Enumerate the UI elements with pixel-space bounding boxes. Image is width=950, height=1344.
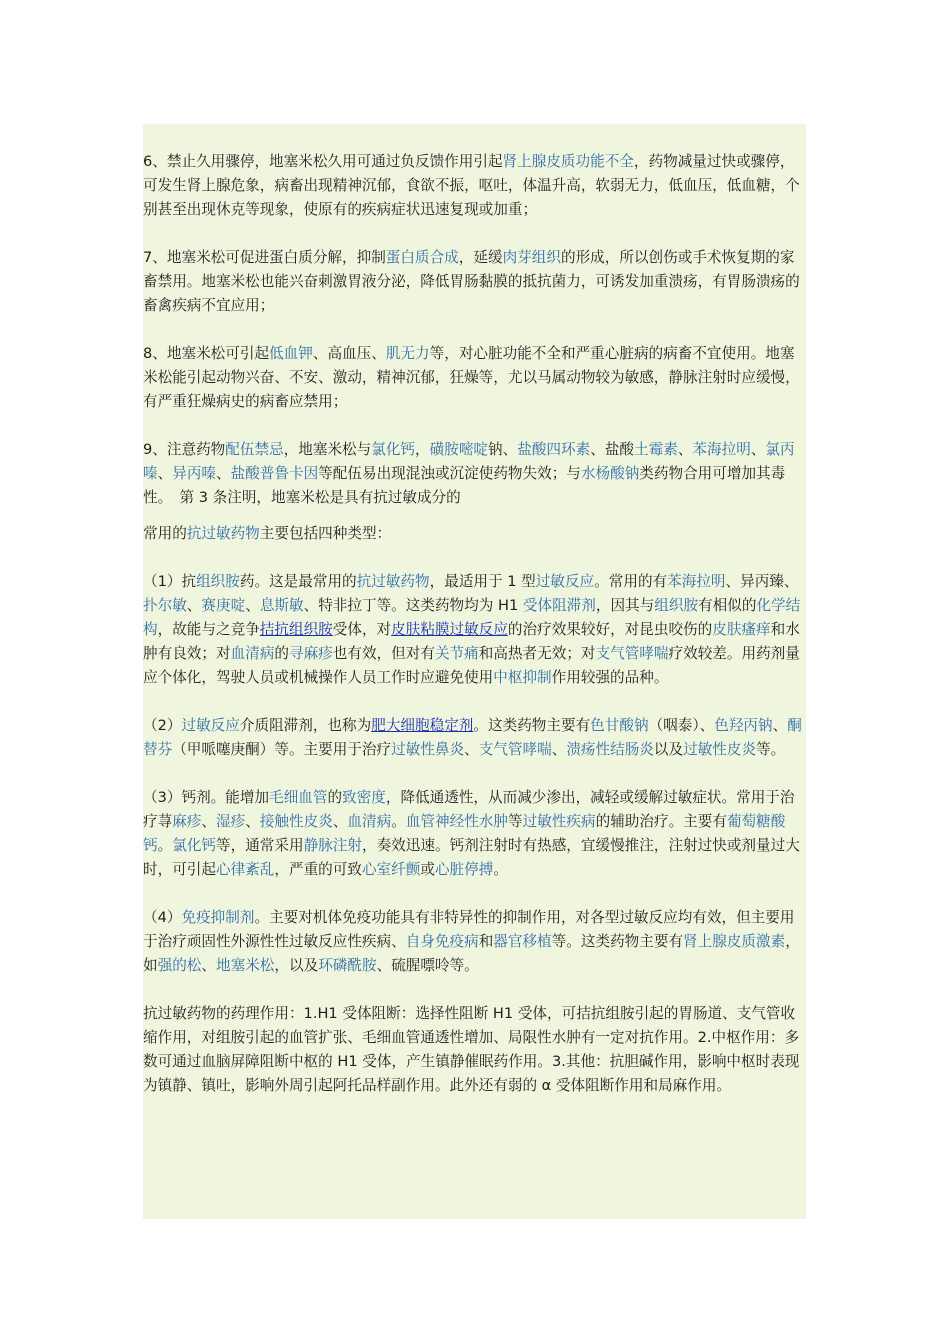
- term-link[interactable]: 水杨酸钠: [580, 465, 640, 482]
- text-run: 。: [157, 837, 173, 854]
- pharmacology-section: [143, 1002, 806, 1098]
- text-run: 的: [327, 789, 343, 806]
- term-link[interactable]: 麻疹: [172, 813, 202, 830]
- term-link[interactable]: 毛细血管: [269, 789, 328, 806]
- text-run: ，严重的可致: [274, 861, 362, 878]
- text-run: 、: [245, 597, 260, 614]
- text-run: 受体，对: [332, 621, 392, 638]
- text-run: （1）抗: [143, 573, 197, 590]
- text-run: 介质阻滞剂，也称为: [239, 717, 372, 734]
- text-run: 的: [274, 645, 289, 662]
- text-run: ，如: [143, 933, 800, 974]
- term-link[interactable]: 心室纤颤: [361, 861, 421, 878]
- term-link[interactable]: 异丙嗪: [172, 465, 217, 482]
- term-link[interactable]: 溃疡性结肠炎: [566, 741, 654, 758]
- text-run: ，因其与: [595, 597, 655, 614]
- term-link[interactable]: 化学结构: [143, 597, 801, 638]
- text-run: ，降低通透性，从而减少渗出，减轻或缓解过敏症状。常用于治疗荨: [143, 789, 795, 830]
- text-run: 、盐酸: [590, 441, 635, 458]
- text-run: 8、地塞米松可引起: [143, 345, 270, 362]
- text-run: 、: [157, 465, 173, 482]
- term-link[interactable]: 葡萄糖酸钙: [143, 813, 786, 854]
- term-link[interactable]: 支气管哮喘: [478, 741, 552, 758]
- text-run: 常用的: [143, 525, 187, 542]
- underlined-term-link[interactable]: 皮肤粘膜过敏反应: [391, 621, 508, 638]
- term-link[interactable]: 过敏反应: [535, 573, 595, 590]
- text-run: ，奏效迅速。钙剂注射时有热感，宜缓慢推注，注射过快或剂量过大时，可引起: [143, 837, 800, 878]
- text-run: 、: [750, 441, 766, 458]
- text-run: 有相似的: [698, 597, 757, 614]
- text-run: 或: [420, 861, 435, 878]
- text-run: 和: [478, 933, 494, 950]
- term-link[interactable]: 支气管哮喘: [595, 645, 669, 662]
- text-run: （2）: [143, 717, 182, 734]
- text-run: 的形成，所以创伤或手术恢复期的家畜禁用。地塞米松也能兴奋刺激胃液分泌，降低胃肠黏膜的抵抗菌力，可诱发加重溃疡，有胃肠溃疡的畜禽疾病不宜应用；: [143, 249, 800, 314]
- text-run: 、: [186, 597, 202, 614]
- text-run: ，故能与之竞争: [157, 621, 260, 638]
- text-run: 作用较强的品种。: [551, 669, 669, 686]
- term-link[interactable]: 血清病: [347, 813, 392, 830]
- text-run: 抗过敏药物的药理作用：1.H1 受体阻断：选择性阻断 H1 受体，可拮抗组胺引起的胃肠道、支气管收缩作用，对组胺引起的血管扩张、毛细血管通透性增加、局限性水肿有一定对抗作用。2.中枢作用：多数可通过血脑屏障阻断中枢的 H1 受体，产生镇静催眠药作用。3.其他：抗胆碱作用，影响中枢时表现为镇静、镇吐，影响外周引起阿托品样副作用。此外还有弱的 α 受体阻断作用和局麻作用。: [143, 1005, 800, 1094]
- term-link[interactable]: 免疫抑制剂: [181, 909, 255, 926]
- term-link[interactable]: 息斯敏: [259, 597, 304, 614]
- text-run: 、: [216, 465, 231, 482]
- term-link[interactable]: 氯丙嗪: [143, 441, 795, 482]
- text-run: 以及: [653, 741, 684, 758]
- term-link[interactable]: 自身免疫病: [405, 933, 479, 950]
- term-link[interactable]: 色羟丙钠: [714, 717, 773, 734]
- text-run: （咽泰）、: [648, 717, 715, 734]
- term-link[interactable]: 皮肤瘙痒: [712, 621, 771, 638]
- term-link[interactable]: 过敏性皮炎: [683, 741, 757, 758]
- text-run: ，最适用于 1 型: [429, 573, 536, 590]
- type-1-antihistamine: [143, 570, 806, 690]
- term-link[interactable]: 磺胺嘧啶: [429, 441, 489, 458]
- term-link[interactable]: 抗过敏药物: [356, 573, 430, 590]
- term-link[interactable]: 肾上腺皮质功能不全: [502, 153, 634, 170]
- text-run: 、: [245, 813, 260, 830]
- text-run: 、: [201, 813, 217, 830]
- text-run: 、硫腥嘌呤等。: [376, 957, 479, 974]
- term-link[interactable]: 湿疹: [216, 813, 246, 830]
- paragraph-7: [143, 246, 806, 318]
- term-link[interactable]: 血管神经性水肿: [405, 813, 508, 830]
- term-link[interactable]: 器官移植: [493, 933, 552, 950]
- text-run: 钠、: [488, 441, 518, 458]
- text-run: 等配伍易出现混浊或沉淀使药物失效；与: [318, 465, 581, 482]
- term-link[interactable]: 组织胺: [196, 573, 240, 590]
- text-run: （甲哌噻庚酮）等。主要用于治疗: [172, 741, 392, 758]
- underlined-term-link[interactable]: 拮抗组织胺: [259, 621, 333, 638]
- term-link[interactable]: 苯海拉明: [692, 441, 751, 458]
- text-run: 疗效较差。用药剂量应个体化，驾驶人员或机械操作人员工作时应避免使用: [143, 645, 800, 686]
- text-run: 、高血压、: [312, 345, 386, 362]
- text-run: 7、地塞米松可促进蛋白质分解，抑制: [143, 249, 386, 266]
- text-run: 等。这类药物主要有: [551, 933, 684, 950]
- text-run: ，地塞米松与: [283, 441, 372, 458]
- term-link[interactable]: 心律紊乱: [215, 861, 275, 878]
- term-link[interactable]: 中枢抑制: [493, 669, 552, 686]
- text-run: ，: [415, 441, 430, 458]
- text-run: 和水肿有良效；对: [143, 621, 800, 662]
- term-link[interactable]: 抗过敏药物: [186, 525, 260, 542]
- text-run: 类药物合用可增加其毒性。 第 3 条注明，地塞米松是具有抗过敏成分的: [143, 465, 786, 506]
- type-2-mediator-blocker: [143, 714, 806, 762]
- term-link[interactable]: 静脉注射: [303, 837, 362, 854]
- term-link[interactable]: 盐酸四环素: [517, 441, 591, 458]
- text-run: 等，通常采用: [216, 837, 304, 854]
- text-run: 6、禁止久用骤停，地塞米松久用可通过负反馈作用引起: [143, 153, 503, 170]
- text-run: ，延缓: [458, 249, 503, 266]
- term-link[interactable]: 过敏性疾病: [522, 813, 596, 830]
- term-link[interactable]: 肌无力: [385, 345, 430, 362]
- text-run: 等，对心脏功能不全和严重心脏病的病畜不宜使用。地塞米松能引起动物兴奋、不安、激动，精神沉郁，狂燥等，尤以马属动物较为敏感，静脉注射时应缓慢，有严重狂燥病史的病畜应禁用；: [143, 345, 800, 410]
- text-run: 、异丙臻、: [725, 573, 799, 590]
- text-run: 等。: [756, 741, 786, 758]
- term-link[interactable]: 色甘酸钠: [590, 717, 649, 734]
- term-link[interactable]: 受体阻滞剂: [522, 597, 596, 614]
- text-run: 和高热者无效；对: [478, 645, 596, 662]
- text-run: 。这类药物主要有: [473, 717, 591, 734]
- paragraph-9: [143, 438, 806, 510]
- antiallergy-intro: [143, 522, 806, 546]
- text-run: 、: [551, 741, 567, 758]
- term-link[interactable]: 过敏反应: [181, 717, 240, 734]
- term-link[interactable]: 低血钾: [269, 345, 313, 362]
- term-link[interactable]: 苯海拉明: [667, 573, 726, 590]
- term-link[interactable]: 环磷酰胺: [318, 957, 377, 974]
- term-link[interactable]: 配伍禁忌: [225, 441, 284, 458]
- term-link[interactable]: 氯化钙: [371, 441, 416, 458]
- text-run: 。常用的有: [594, 573, 668, 590]
- text-run: 、特非拉丁等。这类药物均为 H1: [303, 597, 523, 614]
- paragraph-8: [143, 342, 806, 414]
- text-run: 的辅助治疗。主要有: [595, 813, 727, 830]
- text-run: 、: [201, 957, 217, 974]
- term-link[interactable]: 地塞米松: [216, 957, 275, 974]
- term-link[interactable]: 赛庚啶: [201, 597, 246, 614]
- term-link[interactable]: 关节痛: [434, 645, 479, 662]
- text-run: 。主要对机体免疫功能具有非特异性的抑制作用，对各型过敏反应均有效，但主要用于治疗顽固性外源性性过敏反应性疾病、: [143, 909, 795, 950]
- text-run: 。: [493, 861, 508, 878]
- term-link[interactable]: 扑尔敏: [143, 597, 187, 614]
- term-link[interactable]: 肉芽组织: [502, 249, 561, 266]
- term-link[interactable]: 氯化钙: [172, 837, 217, 854]
- term-link[interactable]: 蛋白质合成: [385, 249, 459, 266]
- term-link[interactable]: 肾上腺皮质激素: [683, 933, 786, 950]
- text-run: （4）: [143, 909, 182, 926]
- text-run: ，以及: [274, 957, 319, 974]
- term-link[interactable]: 酮替芬: [143, 717, 802, 758]
- term-link[interactable]: 过敏性鼻炎: [391, 741, 465, 758]
- term-link[interactable]: 土霉素: [634, 441, 678, 458]
- underlined-term-link[interactable]: 肥大细胞稳定剂: [371, 717, 474, 734]
- term-link[interactable]: 组织胺: [654, 597, 699, 614]
- text-run: 。: [391, 813, 406, 830]
- article-panel: [143, 124, 806, 1219]
- text-run: 的治疗效果较好，对昆虫咬伤的: [507, 621, 713, 638]
- term-link[interactable]: 心脏停搏: [434, 861, 494, 878]
- text-run: （3）钙剂。能增加: [143, 789, 270, 806]
- type-4-immunosuppressant: [143, 906, 806, 978]
- text-run: 主要包括四种类型：: [259, 525, 392, 542]
- term-link[interactable]: 寻麻疹: [288, 645, 333, 662]
- text-run: 药。这是最常用的: [239, 573, 357, 590]
- text-run: 等: [508, 813, 523, 830]
- term-link[interactable]: 血清病: [230, 645, 275, 662]
- text-run: ，药物减量过快或骤停，可发生肾上腺危象，病畜出现精神沉郁，食欲不振，呕吐，体温升高，软弱无力，低血压，低血糖，个别甚至出现休克等现象，使原有的疾病症状迅速复现或加重；: [143, 153, 800, 218]
- paragraph-6: [143, 150, 806, 222]
- term-link[interactable]: 强的松: [157, 957, 202, 974]
- type-3-calcium: [143, 786, 806, 882]
- term-link[interactable]: 致密度: [342, 789, 386, 806]
- text-run: 、: [464, 741, 479, 758]
- text-run: 9、注意药物: [143, 441, 226, 458]
- term-link[interactable]: 接触性皮炎: [259, 813, 333, 830]
- text-run: 、: [677, 441, 693, 458]
- text-run: 、: [772, 717, 788, 734]
- text-run: 、: [332, 813, 348, 830]
- text-run: 也有效，但对有: [332, 645, 435, 662]
- term-link[interactable]: 盐酸普鲁卡因: [230, 465, 319, 482]
